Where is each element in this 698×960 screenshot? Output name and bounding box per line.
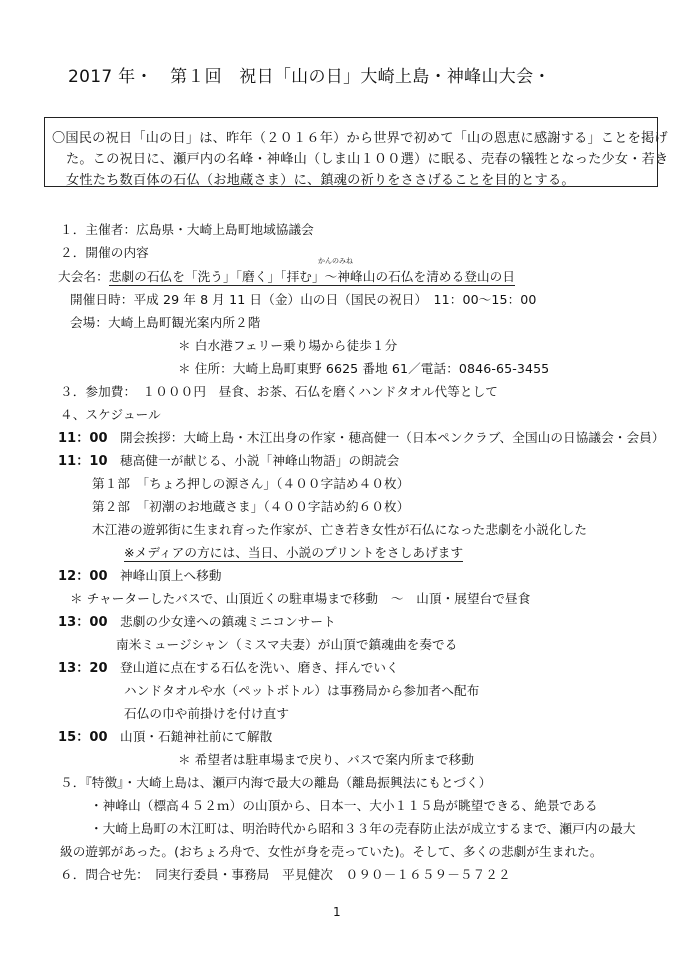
media-note <box>124 542 463 561</box>
media-note-text: ※メディアの方には、当日、小説のプリントをさしあげます <box>124 545 464 560</box>
schedule-note-towels: ハンドタオルや水（ペットボトル）は事務局から参加者へ配布 <box>124 683 480 698</box>
schedule-text: 開会挨拶：大崎上島・木江出身の作家・穂高健一（日本ペンクラブ、全国山の日協議会・会員） <box>120 430 665 445</box>
schedule-note-concert: 南米ミュージシャン（ミスマ夫妻）が山頂で鎮魂曲を奏でる <box>116 637 458 652</box>
schedule-time: 12：00 <box>58 569 108 584</box>
venue-address-note: ＊ 住所：大崎上島町東野 6625 番地 61／電話：0846-65-3455 <box>178 361 550 376</box>
schedule-time: 15：00 <box>58 730 108 745</box>
meeting-name-line <box>58 266 515 285</box>
schedule-row-1500 <box>58 726 272 745</box>
reading-part-2: 第２部 「初潮のお地蔵さま」（４００字詰め約６０枚） <box>92 499 410 514</box>
schedule-note-return: ＊ 希望者は駐車場まで戻り、バスで案内所まで移動 <box>178 752 475 767</box>
schedule-text: 穂高健一が献じる、小説「神峰山物語」の朗読会 <box>120 453 400 468</box>
schedule-row-1200 <box>58 565 222 584</box>
schedule-row-1300 <box>58 611 336 630</box>
schedule-time: 13：00 <box>58 615 108 630</box>
schedule-text: 神峰山頂上へ移動 <box>120 568 222 583</box>
schedule-note-bibs: 石仏の巾や前掛けを付け直す <box>124 706 290 721</box>
venue-access-note: ＊ 白水港フェリー乗り場から徒歩１分 <box>178 338 398 353</box>
intro-line-1: 〇国民の祝日「山の日」は、昨年（２０１６年）から世界で初めて「山の恩恵に感謝する」ことを掲げ <box>52 131 668 146</box>
section-fee: ３．参加費： １０００円 昼食、お茶、石仏を磨くハンドタオル代等として <box>60 384 498 399</box>
schedule-time: 11：00 <box>58 431 108 446</box>
section-contact: ６．問合せ先： 同実行委員・事務局 平見健次 ０９０－１６５９－５７２２ <box>60 867 511 882</box>
feature-bullet-2-cont: 級の遊郭があった。(おちょろ舟で、女性が身を売っていた)。そして、多くの悲劇が生まれた。 <box>60 844 603 859</box>
schedule-row-1100 <box>58 427 665 446</box>
schedule-text: 山頂・石鎚神社前にて解散 <box>120 729 273 744</box>
schedule-time: 11：10 <box>58 454 108 469</box>
schedule-row-1320 <box>58 657 399 676</box>
schedule-time: 13：20 <box>58 661 108 676</box>
feature-bullet-2: ・大崎上島町の木江町は、明治時代から昭和３３年の売春防止法が成立するまで、瀬戸内の最大 <box>90 821 636 836</box>
intro-line-3: 女性たち数百体の石仏（お地蔵さま）に、鎮魂の祈りをささげることを目的とする。 <box>66 173 575 188</box>
schedule-text: 悲劇の少女達への鎮魂ミニコンサート <box>120 614 336 629</box>
meeting-name-label: 大会名： <box>58 269 109 284</box>
schedule-text: 登山道に点在する石仏を洗い、磨き、拝んでいく <box>120 660 399 675</box>
reading-part-1: 第１部 「ちょろ押しの源さん」（４００字詰め４０枚） <box>92 476 410 491</box>
section-features: ５．『特徴』・大崎上島は、瀬戸内海で最大の離島（離島振興法にもとづく） <box>60 775 492 790</box>
feature-bullet-1: ・神峰山（標高４５２ｍ）の山頂から、日本一、大小１１５島が眺望できる、絶景である <box>90 798 598 813</box>
reading-description: 木江港の遊郭街に生まれ育った作家が、亡き若き女性が石仏になった悲劇を小説化した <box>92 522 588 537</box>
meeting-name: 悲劇の石仏を「洗う」「磨く」「拝む」～神峰山の石仏を清める登山の日 <box>108 269 516 284</box>
section-contents-heading: ２．開催の内容 <box>60 245 149 260</box>
document-title: 2017 年・ 第１回 祝日「山の日」大崎上島・神峰山大会・ <box>68 67 551 87</box>
page-number: 1 <box>333 905 341 919</box>
schedule-row-1110 <box>58 450 399 469</box>
section-schedule-heading: ４、スケジュール <box>60 407 161 422</box>
schedule-note-bus: ＊ チャーターしたバスで、山頂近くの駐車場まで移動 ～ 山頂・展望台で昼食 <box>70 591 531 606</box>
intro-line-2: た。この祝日に、瀬戸内の名峰・神峰山（しま山１００選）に眠る、売春の犠牲となった少女・若き <box>66 152 669 167</box>
event-venue: 会場：大崎上島町観光案内所２階 <box>70 315 261 330</box>
furigana-kannomine: かんのみね <box>318 257 353 265</box>
event-date: 開催日時：平成 29 年 8 月 11 日（金）山の日（国民の祝日） 11：00～15：00 <box>70 292 537 307</box>
section-organizer: １．主催者：広島県・大崎上島町地域協議会 <box>60 222 314 237</box>
